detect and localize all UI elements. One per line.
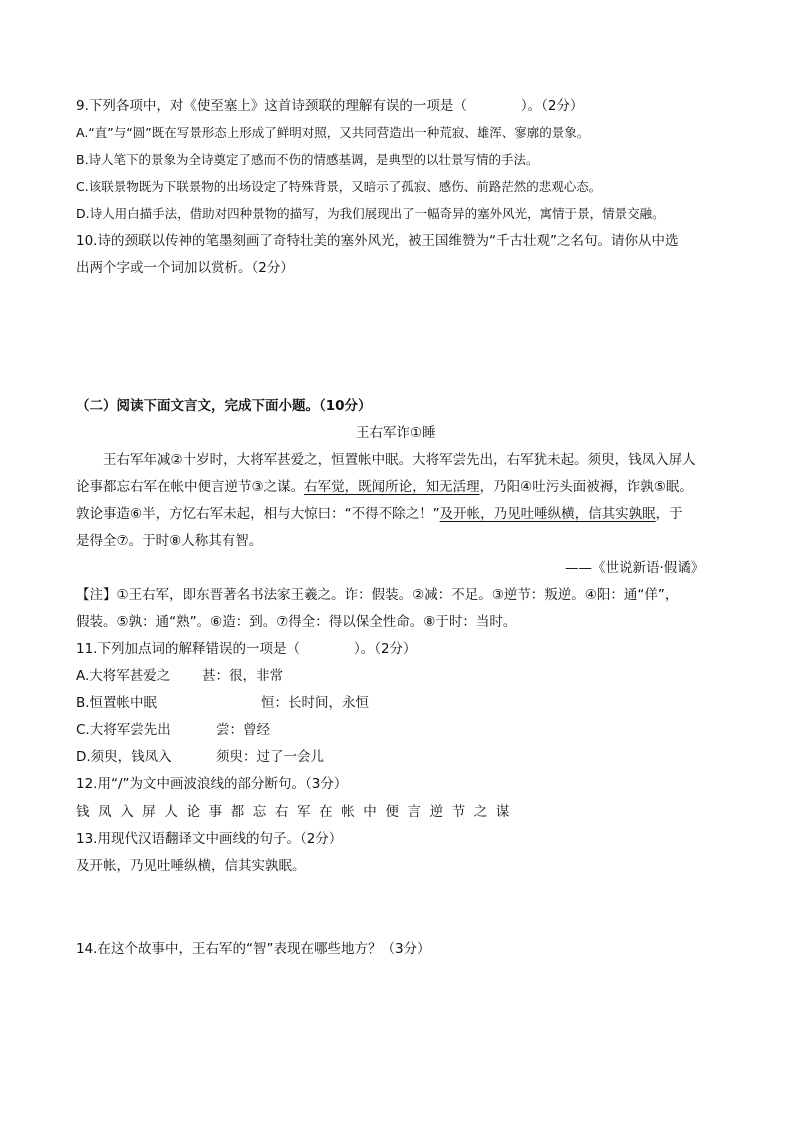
- q11-b-gloss: 恒：长时间，永恒: [261, 695, 369, 711]
- q11-option-d: [76, 748, 324, 766]
- q9-option-a: A.“直”与“圆”既在写景形态上形成了鲜明对照，又共同营造出一种荒寂、雄浑、寥廓的景象。: [76, 125, 590, 140]
- q14-stem: 14.在这个故事中，王右军的“智”表现在哪些地方？（3分）: [76, 941, 431, 957]
- underlined-sentence-1: 右军觉，既闻所论，知无活理: [304, 479, 480, 495]
- q10-line-1: 10.诗的颈联以传神的笔墨刻画了奇特壮美的塞外风光，被王国维赞为“千古壮观”之名句。请你从中选: [76, 233, 679, 249]
- passage-title: 王右军诈①睡: [356, 425, 436, 441]
- q11-d-gloss: 须臾：过了一会儿: [216, 749, 324, 765]
- q13-sentence: 及开帐，乃见吐唾纵横，信其实孰眠。: [76, 858, 306, 874]
- passage-line-3-end: ，于: [655, 506, 683, 522]
- passage-line-3-start: 敦论事造⑥半，方忆右军未起，相与大惊曰：“不得不除之！”: [76, 506, 440, 522]
- passage-line-2-start: 论事都忘右军在帐中便言逆节③之谋。: [76, 479, 305, 495]
- passage-source: ——《世说新语·假谲》: [565, 560, 705, 576]
- q11-c-text: C.大将军尝先出: [76, 722, 171, 738]
- notes-line-1: 【注】①王右军，即东晋著名书法家王羲之。诈：假装。②减：不足。③逆节：叛逆。④阳：通“佯”，: [76, 587, 679, 603]
- q11-a-gloss: 甚：很，非常: [202, 668, 283, 684]
- notes-line-2: 假装。⑤孰：通“熟”。⑥造：到。⑦得全：得以保全性命。⑧于时：当时。: [76, 614, 517, 630]
- q11-option-c: [76, 721, 270, 739]
- q9-option-b: B.诗人笔下的景象为全诗奠定了感而不伤的情感基调，是典型的以壮景写情的手法。: [76, 152, 539, 167]
- q10-line-2: 出两个字或一个词加以赏析。（2分）: [76, 260, 294, 276]
- q11-option-b: [76, 694, 369, 712]
- q11-stem: 11.下列加点词的解释错误的一项是（ ）。（2分）: [76, 641, 417, 657]
- passage-line-2: [76, 478, 693, 496]
- passage-line-1: 王右军年减②十岁时，大将军甚爱之，恒置帐中眠。大将军尝先出，右军犹未起。须臾，钱凤入屏人: [103, 452, 696, 468]
- passage-line-2-end: ，乃阳④吐污头面被褥，诈孰⑤眠。: [479, 479, 693, 495]
- passage-line-3: [76, 505, 683, 523]
- section-heading: （二）阅读下面文言文，完成下面小题。（10分）: [76, 398, 372, 414]
- q11-b-text: B.恒置帐中眠: [76, 695, 158, 711]
- q9-stem: 9.下列各项中，对《使至塞上》这首诗颈联的理解有误的一项是（ ）。（2分）: [76, 98, 584, 114]
- q11-option-a: [76, 667, 283, 685]
- q11-a-text: A.大将军甚爱之: [76, 668, 171, 684]
- q13-stem: 13.用现代汉语翻译文中画线的句子。（2分）: [76, 831, 343, 847]
- q11-d-text: D.须臾，钱凤入: [76, 749, 172, 765]
- q9-option-d: D.诗人用白描手法，借助对四种景物的描写，为我们展现出了一幅奇异的塞外风光，寓情于景，情景交融。: [76, 206, 665, 221]
- q12-stem: 12.用“/”为文中画波浪线的部分断句。（3分）: [76, 776, 348, 792]
- q9-option-c: C.该联景物既为下联景物的出场设定了特殊背景，又暗示了孤寂、感伤、前路茫然的悲观心态。: [76, 179, 602, 194]
- underlined-sentence-2: 及开帐，乃见吐唾纵横，信其实孰眠: [439, 506, 656, 522]
- q11-c-gloss: 尝：曾经: [216, 722, 270, 738]
- passage-line-4: 是得全⑦。于时⑧人称其有智。: [76, 533, 263, 549]
- q12-sentence: 钱凤入屏人论事都忘右军在帐中便言逆节之谋: [76, 804, 518, 820]
